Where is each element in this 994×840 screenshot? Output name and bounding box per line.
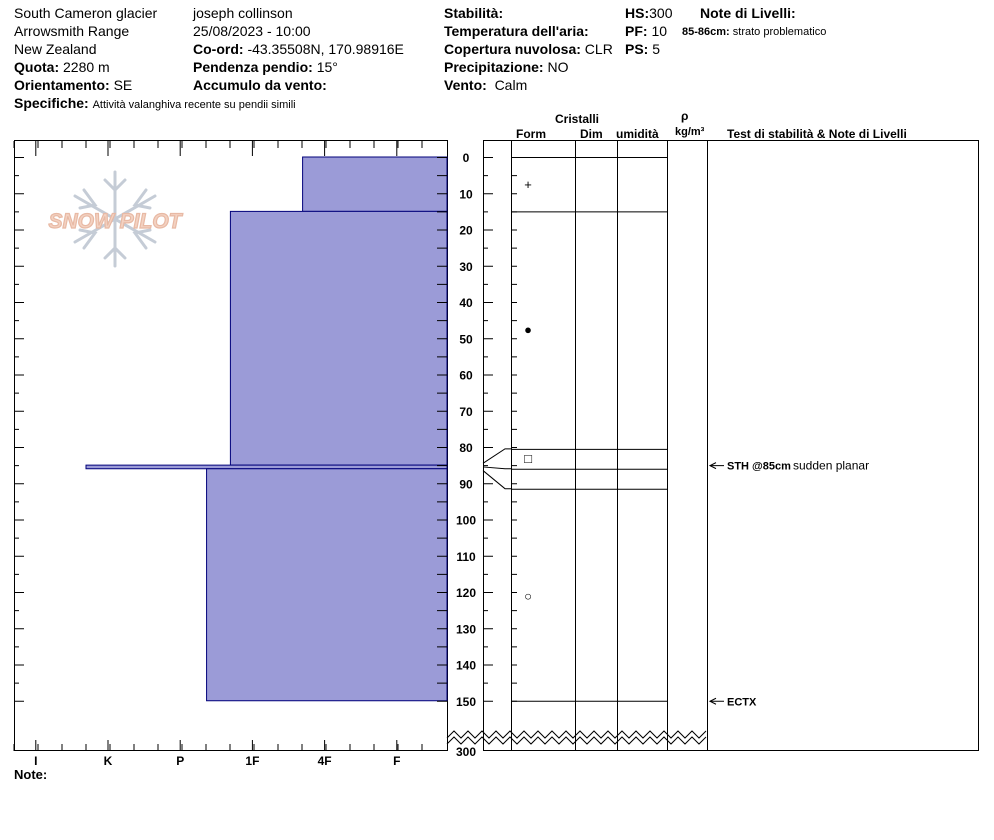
ps-value: 5 xyxy=(652,41,661,57)
pf-label: PF: xyxy=(625,23,648,39)
hs-value: 300 xyxy=(649,5,673,21)
notes-label: Note di Livelli: xyxy=(700,5,796,21)
wind-label: Vento: xyxy=(444,77,487,93)
grain-symbol-1: ● xyxy=(524,322,532,338)
orient-value: SE xyxy=(113,77,133,93)
table-connector-1 xyxy=(483,467,511,469)
table-connector-0 xyxy=(483,449,511,464)
wind-load-label: Accumulo da vento: xyxy=(193,77,327,93)
test-code-0: STH @85cm xyxy=(727,460,791,473)
x-tick-label-4F: 4F xyxy=(317,754,332,768)
y-tick-label-60: 60 xyxy=(459,368,473,383)
x-tick-label-1F: 1F xyxy=(245,754,260,768)
orient-label: Orientamento: xyxy=(14,77,110,93)
y-tick-label-0: 0 xyxy=(462,151,470,165)
col-cristalli: Cristalli xyxy=(555,112,600,126)
coord-value: -43.35508N, 170.98916E xyxy=(247,41,404,57)
col-rho: ρ xyxy=(681,109,689,123)
cloud-value: CLR xyxy=(584,41,613,57)
grain-symbol-0: + xyxy=(524,177,532,193)
specifiche-value: Attività valanghiva recente su pendii simili xyxy=(92,99,296,111)
col-tests: Test di stabilità & Note di Livelli xyxy=(727,127,907,141)
datetime: 25/08/2023 - 10:00 xyxy=(193,23,311,39)
y-tick-label-50: 50 xyxy=(459,332,473,347)
hs-label: HS: xyxy=(625,5,650,21)
col-dim: Dim xyxy=(580,127,603,141)
cloud-label: Copertura nuvolosa: xyxy=(444,41,581,57)
slope-label: Pendenza pendio: xyxy=(193,59,313,75)
wind-value: Calm xyxy=(494,77,528,93)
country: New Zealand xyxy=(14,41,97,57)
coord-label: Co-ord: xyxy=(193,41,244,57)
precip-value: NO xyxy=(547,59,569,75)
quota-value: 2280 m xyxy=(63,59,110,75)
x-tick-label-P: P xyxy=(176,754,185,768)
grain-symbol-3: ○ xyxy=(524,588,532,604)
y-tick-label-70: 70 xyxy=(459,404,473,419)
hardness-layer-0 xyxy=(303,157,447,211)
col-umidita: umidità xyxy=(616,127,659,141)
hardness-layer-2 xyxy=(86,465,447,469)
y-tick-label-80: 80 xyxy=(459,441,473,455)
note-label: Note: xyxy=(14,767,48,782)
x-tick-label-K: K xyxy=(103,754,113,768)
test-code-1: ECTX xyxy=(727,696,757,709)
layer-note-text: strato problematico xyxy=(732,26,827,38)
x-tick-label-F: F xyxy=(393,754,401,768)
crystal-table-frame xyxy=(484,141,979,751)
precip-label: Precipitazione: xyxy=(444,59,544,75)
y-tick-label-110: 110 xyxy=(456,549,476,564)
col-density-unit: kg/m³ xyxy=(675,126,705,138)
y-tick-label-90: 90 xyxy=(459,477,473,492)
y-tick-label-30: 30 xyxy=(459,259,473,274)
y-tick-label-150: 150 xyxy=(455,694,477,709)
stab-label: Stabilità: xyxy=(444,5,504,21)
air-temp-label: Temperatura dell'aria: xyxy=(444,23,589,39)
y-tick-label-40: 40 xyxy=(459,296,473,310)
snowpilot-logo xyxy=(49,172,184,266)
y-tick-label-bottom: 300 xyxy=(455,745,477,759)
specifiche-label: Specifiche: xyxy=(14,95,89,111)
y-tick-label-10: 10 xyxy=(459,187,473,202)
y-tick-label-100: 100 xyxy=(455,513,477,528)
y-tick-label-140: 140 xyxy=(455,658,477,673)
test-note-0: sudden planar xyxy=(793,458,870,473)
table-connector-2 xyxy=(483,471,511,489)
hardness-layer-3 xyxy=(207,469,447,701)
layer-note-depth: 85-86cm: xyxy=(682,26,730,38)
slope-value: 15° xyxy=(316,59,338,75)
y-tick-label-120: 120 xyxy=(455,586,477,600)
pf-value: 10 xyxy=(651,23,668,39)
grain-symbol-2: □ xyxy=(524,450,532,466)
col-form: Form xyxy=(516,127,546,141)
y-tick-label-20: 20 xyxy=(459,223,473,238)
observer: joseph collinson xyxy=(193,5,293,21)
range: Arrowsmith Range xyxy=(14,23,130,39)
hardness-layer-1 xyxy=(230,211,447,465)
snowpilot-logo-text: SNOW PILOT xyxy=(48,210,182,233)
ps-label: PS: xyxy=(625,41,649,57)
x-tick-label-I: I xyxy=(34,754,38,768)
quota-label: Quota: xyxy=(14,59,60,75)
y-tick-label-130: 130 xyxy=(455,622,477,637)
location: South Cameron glacier xyxy=(14,5,158,21)
